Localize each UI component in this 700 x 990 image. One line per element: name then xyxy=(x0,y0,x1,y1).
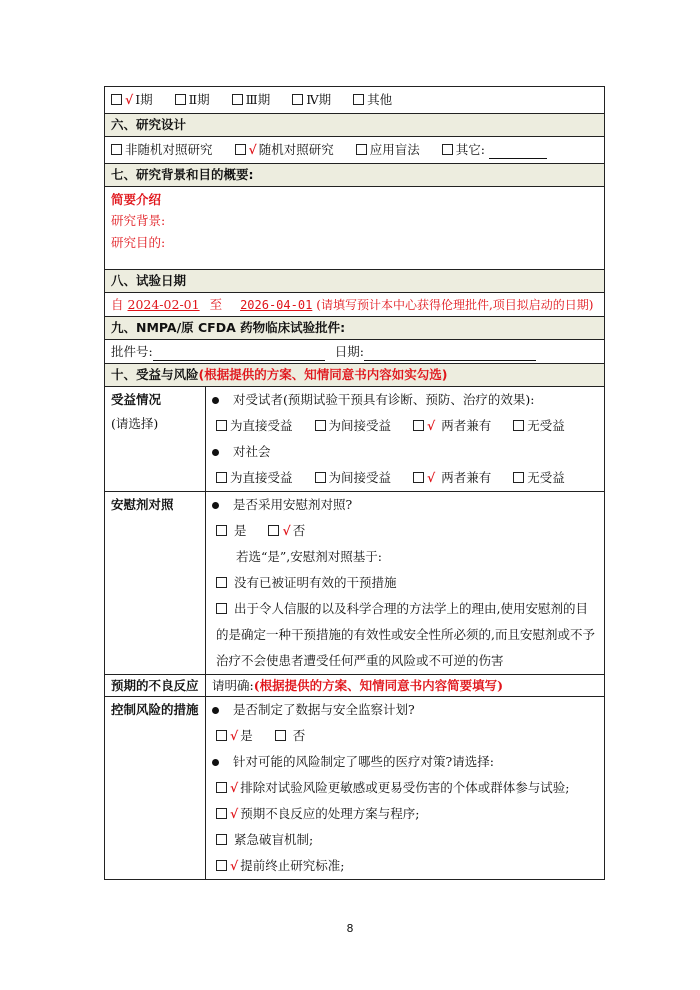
placebo-options-cell: 是否采用安慰剂对照? 是 √ 否 若选“是”,安慰剂对照基于: 没有已被证明有效的干预措施 出于令人信服的以及科学合理的方法学上的理由,使用安慰剂的目 的是确定一种干预措施的有效性或安全性所必须的,而且安慰剂或不予 治疗不会使患者遭受任何严重的风险或不可逆的伤害 xyxy=(206,492,605,675)
placebo-basis-option-1[interactable]: 没有已被证明有效的干预措施 xyxy=(206,570,600,596)
checkbox-icon[interactable] xyxy=(442,144,453,155)
checkbox-icon[interactable] xyxy=(216,834,227,845)
approval-number-label: 批件号: xyxy=(111,343,153,359)
checkbox-icon[interactable] xyxy=(216,603,227,614)
checkbox-icon[interactable] xyxy=(232,94,243,105)
checkmark-icon: √ xyxy=(282,523,291,538)
nmpa-row xyxy=(105,340,605,364)
checkmark-icon: √ xyxy=(230,858,239,873)
checkbox-icon[interactable] xyxy=(513,472,524,483)
checkbox-icon[interactable] xyxy=(216,420,227,431)
measure-option-3[interactable]: 紧急破盲机制; xyxy=(206,827,604,853)
start-date-field[interactable]: 2024-02-01 xyxy=(127,296,200,312)
checkmark-icon: √ xyxy=(230,780,239,795)
section-title-design: 六、研究设计 xyxy=(105,114,605,137)
ethics-form-table xyxy=(104,86,605,880)
checkmark-icon: √ xyxy=(125,92,134,107)
checkbox-icon[interactable] xyxy=(413,472,424,483)
risk-title-note: (根据提供的方案、知情同意书内容如实勾选) xyxy=(198,367,448,382)
section-title-risk: 十、受益与风险(根据提供的方案、知情同意书内容如实勾选) xyxy=(105,364,605,387)
intro-heading: 简要介绍 xyxy=(111,192,162,207)
checkbox-icon[interactable] xyxy=(275,730,286,741)
bullet-icon xyxy=(212,707,219,714)
bullet-icon xyxy=(212,759,219,766)
benefit-options-cell: 对受试者(预期试验干预具有诊断、预防、治疗的效果): 为直接受益 为间接受益 √ 两者兼有 无受益 对社会 为直接受益 为间接受益 √ 两者兼有 无受益 xyxy=(206,387,605,492)
checkbox-icon[interactable] xyxy=(216,472,227,483)
measure-option-2[interactable]: √ 预期不良反应的处理方案与程序; xyxy=(206,801,604,827)
section-title-nmpa: 九、NMPA/原 CFDA 药物临床试验批件: xyxy=(105,317,605,340)
checkbox-icon[interactable] xyxy=(353,94,364,105)
phase-option-3[interactable]: Ⅲ期 xyxy=(232,92,271,107)
placebo-basis-option-2[interactable]: 出于令人信服的以及科学合理的方法学上的理由,使用安慰剂的目 的是确定一种干预措施的有效性或安全性所必须的,而且安慰剂或不予 治疗不会使患者遭受任何严重的风险或不可逆的伤害 xyxy=(216,601,595,668)
checkbox-icon[interactable] xyxy=(111,144,122,155)
checkbox-icon[interactable] xyxy=(216,525,227,536)
dates-note: (请填写预计本中心获得伦理批件,项目拟启动的日期) xyxy=(316,297,594,312)
checkbox-icon[interactable] xyxy=(413,420,424,431)
subject-direct-option[interactable]: 为直接受益 xyxy=(216,418,293,433)
society-both-option[interactable]: √ 两者兼有 xyxy=(413,470,491,485)
phase-option-4[interactable]: Ⅳ期 xyxy=(292,92,331,107)
subject-both-option[interactable]: √ 两者兼有 xyxy=(413,418,491,433)
adverse-note: (根据提供的方案、知情同意书内容简要填写) xyxy=(253,677,504,693)
checkbox-icon[interactable] xyxy=(235,144,246,155)
checkbox-icon[interactable] xyxy=(216,808,227,819)
section-title-background: 七、研究背景和目的概要: xyxy=(105,164,605,187)
placebo-yes-option[interactable]: 是 xyxy=(216,523,247,538)
checkmark-icon: √ xyxy=(427,470,436,485)
society-indirect-option[interactable]: 为间接受益 xyxy=(315,470,392,485)
phase-row xyxy=(105,87,605,114)
approval-date-input[interactable] xyxy=(364,346,536,361)
checkbox-icon[interactable] xyxy=(216,860,227,871)
page-number: 8 xyxy=(346,922,354,935)
adverse-cell[interactable]: 请明确:(根据提供的方案、知情同意书内容简要填写) xyxy=(206,675,605,697)
monitor-no-option[interactable]: 否 xyxy=(275,728,306,743)
checkmark-icon: √ xyxy=(230,728,239,743)
phase-option-5[interactable]: 其他 xyxy=(353,92,392,107)
control-options-cell: 是否制定了数据与安全监察计划? √ 是 否 针对可能的风险制定了哪些的医疗对策?请选择: √ 排除对试验风险更敏感或更易受伤害的个体或群体参与试验; √ 预期不良反应的处理方案与程序; 紧急破盲机制; √ 提前终止研究标准; xyxy=(206,697,605,880)
background-label: 研究背景: xyxy=(111,213,166,228)
measure-option-1[interactable]: √ 排除对试验风险更敏感或更易受伤害的个体或群体参与试验; xyxy=(206,775,604,801)
checkmark-icon: √ xyxy=(248,142,257,157)
phase-option-1[interactable]: √ Ⅰ期 xyxy=(111,92,153,107)
checkbox-icon[interactable] xyxy=(111,94,122,105)
control-label-cell: 控制风险的措施 xyxy=(105,697,206,880)
design-row xyxy=(105,137,605,164)
subject-indirect-option[interactable]: 为间接受益 xyxy=(315,418,392,433)
dates-row: 自 2024-02-01 至 2026-04-01 (请填写预计本中心获得伦理批件,项目拟启动的日期) xyxy=(105,293,605,317)
checkmark-icon: √ xyxy=(427,418,436,433)
design-option-2[interactable]: √ 随机对照研究 xyxy=(235,142,334,157)
bullet-icon xyxy=(212,449,219,456)
approval-date-label: 日期: xyxy=(334,343,364,359)
society-direct-option[interactable]: 为直接受益 xyxy=(216,470,293,485)
checkbox-icon[interactable] xyxy=(216,577,227,588)
approval-number-input[interactable] xyxy=(153,346,325,361)
checkbox-icon[interactable] xyxy=(175,94,186,105)
checkbox-icon[interactable] xyxy=(356,144,367,155)
checkbox-icon[interactable] xyxy=(315,472,326,483)
end-date-field[interactable]: 2026-04-01 xyxy=(240,297,313,312)
checkbox-icon[interactable] xyxy=(513,420,524,431)
background-cell[interactable] xyxy=(105,187,605,270)
phase-option-2[interactable]: Ⅱ期 xyxy=(175,92,210,107)
benefit-label-cell: 受益情况 (请选择) xyxy=(105,387,206,492)
measure-option-4[interactable]: √ 提前终止研究标准; xyxy=(206,853,604,879)
checkbox-icon[interactable] xyxy=(268,525,279,536)
section-title-dates: 八、试验日期 xyxy=(105,270,605,293)
bullet-icon xyxy=(212,502,219,509)
design-option-3[interactable]: 应用盲法 xyxy=(356,142,420,157)
adverse-label-cell: 预期的不良反应 xyxy=(105,675,206,697)
subject-none-option[interactable]: 无受益 xyxy=(513,418,565,433)
design-option-other[interactable]: 其它: xyxy=(442,142,547,157)
society-none-option[interactable]: 无受益 xyxy=(513,470,565,485)
monitor-yes-option[interactable]: √ 是 xyxy=(216,728,253,743)
checkmark-icon: √ xyxy=(230,806,239,821)
bullet-icon xyxy=(212,397,219,404)
placebo-basis-text: 若选“是”,安慰剂对照基于: xyxy=(236,549,382,564)
purpose-label: 研究目的: xyxy=(111,235,166,250)
other-input-line[interactable] xyxy=(489,144,547,159)
checkbox-icon[interactable] xyxy=(315,420,326,431)
checkbox-icon[interactable] xyxy=(216,782,227,793)
placebo-label-cell: 安慰剂对照 xyxy=(105,492,206,675)
checkbox-icon[interactable] xyxy=(292,94,303,105)
design-option-1[interactable]: 非随机对照研究 xyxy=(111,142,213,157)
placebo-no-option[interactable]: √ 否 xyxy=(268,523,305,538)
checkbox-icon[interactable] xyxy=(216,730,227,741)
